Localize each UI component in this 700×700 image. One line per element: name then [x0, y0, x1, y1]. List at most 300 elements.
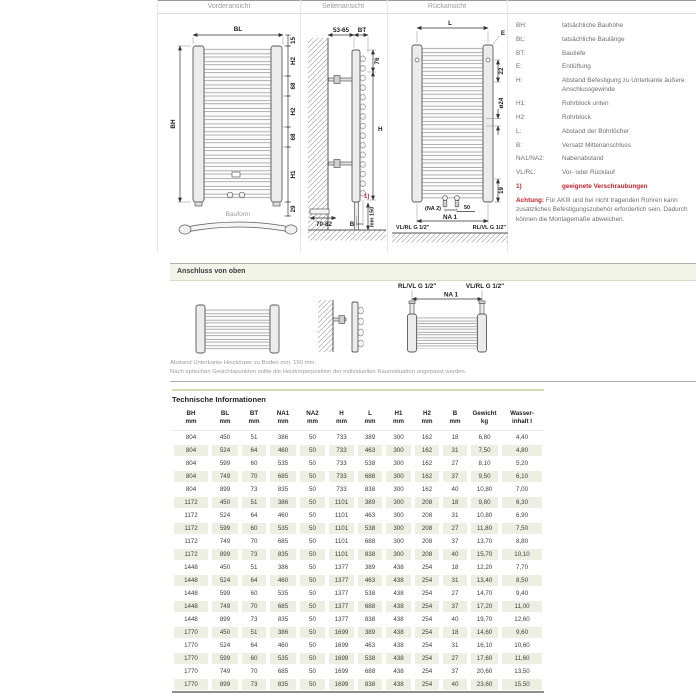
- table-row: [172, 548, 544, 561]
- table-cell: 749: [210, 665, 240, 678]
- table-cell: 4,80: [500, 444, 544, 457]
- table-cell: 50: [298, 444, 327, 457]
- table-cell: 162: [413, 457, 441, 470]
- table-cell: 50: [298, 639, 327, 652]
- footnotes: [170, 359, 466, 378]
- table-cell: 300: [384, 496, 413, 509]
- table-cell: 438: [384, 561, 413, 574]
- table-cell: 1770: [172, 652, 210, 665]
- technical-data-table: [172, 409, 544, 693]
- table-row: [172, 665, 544, 678]
- table-cell: 460: [268, 509, 298, 522]
- accent-line: [172, 389, 544, 391]
- table-cell: 1448: [172, 587, 210, 600]
- table-cell: 438: [384, 652, 413, 665]
- table-cell: 254: [413, 613, 441, 626]
- table-cell: 7,50: [500, 522, 544, 535]
- table-cell: 1699: [327, 626, 356, 639]
- dim-na1: NA 1: [442, 214, 458, 221]
- table-row: [172, 470, 544, 483]
- table-cell: 60: [240, 587, 268, 600]
- table-cell: 162: [413, 444, 441, 457]
- table-cell: 835: [268, 483, 298, 496]
- table-cell: 50: [298, 587, 327, 600]
- table-cell: 460: [268, 444, 298, 457]
- table-cell: 1377: [327, 574, 356, 587]
- table-cell: 162: [413, 431, 441, 444]
- dim-68: 68: [290, 82, 297, 90]
- table-cell: 438: [384, 587, 413, 600]
- legend-definition: Rohrblock: [562, 113, 591, 121]
- table-cell: 535: [268, 522, 298, 535]
- table-cell: 60: [240, 522, 268, 535]
- table-row: [172, 522, 544, 535]
- table-cell: 463: [356, 574, 384, 587]
- table-cell: 1699: [327, 665, 356, 678]
- table-cell: 438: [384, 613, 413, 626]
- table-cell: 599: [210, 652, 240, 665]
- table-cell: 688: [356, 665, 384, 678]
- table-cell: 1101: [327, 522, 356, 535]
- table-cell: 17,20: [469, 600, 500, 613]
- table-cell: 10,80: [469, 509, 500, 522]
- table-cell: 73: [240, 483, 268, 496]
- table-cell: 599: [210, 587, 240, 600]
- table-cell: 389: [356, 496, 384, 509]
- column-divider: [157, 0, 158, 252]
- table-cell: 450: [210, 626, 240, 639]
- table-cell: 18: [441, 561, 469, 574]
- table-cell: 6,10: [500, 470, 544, 483]
- table-cell: 685: [268, 470, 298, 483]
- column-header: H mm: [327, 409, 356, 431]
- table-cell: 460: [268, 639, 298, 652]
- table-cell: 37: [441, 535, 469, 548]
- legend-term: 1): [516, 182, 522, 190]
- table-cell: 50: [298, 561, 327, 574]
- table-cell: 733: [327, 470, 356, 483]
- legend-definition: Abstand der Bohrlöcher: [562, 127, 630, 135]
- table-cell: 1377: [327, 561, 356, 574]
- table-cell: 1448: [172, 613, 210, 626]
- legend-term: BH:: [516, 22, 527, 29]
- table-cell: 838: [356, 613, 384, 626]
- table-cell: 60: [240, 652, 268, 665]
- table-cell: 1377: [327, 600, 356, 613]
- table-row: [172, 587, 544, 600]
- table-cell: 300: [384, 548, 413, 561]
- legend-term: NA1/NA2:: [516, 155, 545, 163]
- table-cell: 50: [298, 613, 327, 626]
- legend-term: H2:: [516, 113, 526, 121]
- table-cell: 899: [210, 613, 240, 626]
- table-cell: 804: [172, 444, 210, 457]
- section-divider: [170, 381, 696, 382]
- table-cell: 15,50: [500, 678, 544, 691]
- table-cell: 300: [384, 509, 413, 522]
- table-cell: 5,20: [500, 457, 544, 470]
- dim-22: 22: [498, 67, 505, 75]
- table-header-row: [172, 409, 544, 431]
- table-row: [172, 574, 544, 587]
- legend-item: [516, 35, 699, 44]
- column-header: L mm: [356, 409, 384, 431]
- table-cell: 254: [413, 561, 441, 574]
- table-cell: 389: [356, 431, 384, 444]
- connection-side-drawing: [318, 298, 370, 356]
- dim-h1: H1: [290, 170, 297, 179]
- table-cell: 50: [298, 665, 327, 678]
- table-cell: 4,40: [500, 431, 544, 444]
- table-cell: 73: [240, 613, 268, 626]
- front-dim-chain: [282, 35, 297, 216]
- table-cell: 300: [384, 470, 413, 483]
- table-cell: 31: [441, 574, 469, 587]
- table-cell: 208: [413, 535, 441, 548]
- legend-item: [516, 113, 699, 122]
- legend-term: VL/RL:: [516, 169, 536, 177]
- column-header: BL mm: [210, 409, 240, 431]
- table-cell: 838: [356, 678, 384, 691]
- table-cell: 40: [441, 548, 469, 561]
- legend-term: BL:: [516, 35, 526, 43]
- rear-view-title: Rückansicht: [427, 3, 467, 10]
- table-row: [172, 626, 544, 639]
- table-cell: 50: [298, 457, 327, 470]
- table-cell: 60: [240, 457, 268, 470]
- table-cell: 12,20: [469, 561, 500, 574]
- table-cell: 50: [298, 522, 327, 535]
- table-cell: 10,80: [469, 483, 500, 496]
- legend-definition: Vor- oder Rücklauf: [562, 169, 615, 177]
- table-cell: 524: [210, 639, 240, 652]
- table-row: [172, 561, 544, 574]
- bauform-curve: [179, 222, 297, 234]
- column-header: Gewicht kg: [469, 409, 500, 431]
- table-cell: 300: [384, 457, 413, 470]
- table-cell: 254: [413, 574, 441, 587]
- table-cell: 50: [298, 626, 327, 639]
- table-cell: 40: [441, 613, 469, 626]
- table-cell: 18: [441, 626, 469, 639]
- footnote-line: Abstand Unterkante Heizkörper zu Boden min. 150 mm.: [170, 360, 317, 366]
- column-divider: [300, 0, 301, 252]
- table-cell: 460: [268, 574, 298, 587]
- front-view-drawing: [160, 14, 300, 254]
- table-cell: 208: [413, 522, 441, 535]
- table-cell: 11,00: [500, 600, 544, 613]
- table-cell: 835: [268, 678, 298, 691]
- table-cell: 50: [298, 535, 327, 548]
- table-cell: 11,60: [500, 652, 544, 665]
- legend-definition: Versatz Mittenanschluss: [562, 141, 631, 149]
- legend-term: H1:: [516, 100, 526, 108]
- table-cell: 1448: [172, 574, 210, 587]
- table-cell: 1172: [172, 548, 210, 561]
- table-cell: 64: [240, 444, 268, 457]
- column-header: BH mm: [172, 409, 210, 431]
- table-cell: 300: [384, 522, 413, 535]
- legend-definition: Nabenabstand: [562, 155, 604, 163]
- table-cell: 899: [210, 678, 240, 691]
- table-cell: 804: [172, 431, 210, 444]
- dim-l: L: [448, 20, 452, 27]
- table-cell: 389: [356, 561, 384, 574]
- table-cell: 1172: [172, 509, 210, 522]
- table-cell: 804: [172, 483, 210, 496]
- table-cell: 7,70: [500, 561, 544, 574]
- table-cell: 70: [240, 600, 268, 613]
- legend-term: L:: [516, 127, 522, 135]
- dim-76: 76: [374, 57, 381, 65]
- dim-68: 68: [290, 133, 297, 141]
- table-row: [172, 444, 544, 457]
- dim-24: ø24: [498, 97, 505, 109]
- radiator-rear-body: [412, 45, 493, 207]
- wall-hatch: [308, 38, 328, 230]
- table-cell: 300: [384, 535, 413, 548]
- dim-50: 50: [463, 205, 471, 211]
- table-cell: 535: [268, 457, 298, 470]
- table-cell: 463: [356, 639, 384, 652]
- legend-list: [516, 21, 699, 191]
- table-cell: 1770: [172, 678, 210, 691]
- dim-bt: BT: [357, 27, 367, 34]
- table-cell: 8,10: [469, 457, 500, 470]
- table-row: [172, 535, 544, 548]
- table-cell: 1770: [172, 626, 210, 639]
- legend: [516, 21, 699, 224]
- column-header: Wasser- inhalt l: [500, 409, 544, 431]
- connection-front-drawing: [190, 300, 285, 356]
- table-cell: 685: [268, 535, 298, 548]
- dim-53-65: 53-65: [332, 27, 350, 34]
- table-row: [172, 431, 544, 444]
- dim-min-150: min 150: [369, 206, 376, 228]
- table-cell: 50: [298, 678, 327, 691]
- table-cell: 70: [240, 665, 268, 678]
- table-cell: 11,80: [469, 522, 500, 535]
- table-cell: 6,30: [500, 496, 544, 509]
- table-cell: 538: [356, 457, 384, 470]
- table-cell: 40: [441, 678, 469, 691]
- table-row: [172, 457, 544, 470]
- table-cell: 804: [172, 470, 210, 483]
- dim-h: H: [378, 126, 383, 133]
- table-cell: 51: [240, 561, 268, 574]
- table-cell: 13,50: [500, 665, 544, 678]
- column-header: H2 mm: [413, 409, 441, 431]
- table-cell: 450: [210, 431, 240, 444]
- table-cell: 37: [441, 600, 469, 613]
- table-cell: 208: [413, 548, 441, 561]
- legend-definition: Rohrblock unten: [562, 100, 609, 108]
- table-cell: 51: [240, 496, 268, 509]
- table-cell: 254: [413, 587, 441, 600]
- column-header: H1 mm: [384, 409, 413, 431]
- legend-item: [516, 62, 699, 71]
- table-cell: 8,80: [500, 535, 544, 548]
- table-cell: 1101: [327, 509, 356, 522]
- table-cell: 64: [240, 509, 268, 522]
- legend-item: [516, 168, 699, 177]
- table-cell: 254: [413, 639, 441, 652]
- table-cell: 688: [356, 600, 384, 613]
- table-cell: 438: [384, 574, 413, 587]
- table-cell: 64: [240, 639, 268, 652]
- table-row: [172, 509, 544, 522]
- table-cell: 1101: [327, 548, 356, 561]
- table-cell: 438: [384, 639, 413, 652]
- table-cell: 37: [441, 470, 469, 483]
- table-cell: 1172: [172, 496, 210, 509]
- table-cell: 538: [356, 587, 384, 600]
- table-cell: 386: [268, 626, 298, 639]
- legend-item: [516, 182, 699, 191]
- connection-label-vlrl: VL/RL G 1/2": [396, 225, 430, 231]
- table-cell: 685: [268, 665, 298, 678]
- table-cell: 438: [384, 678, 413, 691]
- table-cell: 31: [441, 639, 469, 652]
- table-row: [172, 613, 544, 626]
- column-header: NA2 mm: [298, 409, 327, 431]
- dim-29: 29: [290, 205, 297, 213]
- side-view-drawing: [302, 14, 388, 254]
- table-cell: 50: [298, 483, 327, 496]
- table-cell: 1101: [327, 496, 356, 509]
- table-cell: 50: [298, 509, 327, 522]
- table-cell: 300: [384, 431, 413, 444]
- dim-h2: H2: [290, 107, 297, 116]
- table-cell: 1377: [327, 587, 356, 600]
- table-cell: 438: [384, 600, 413, 613]
- table-cell: 20,60: [469, 665, 500, 678]
- table-cell: 17,60: [469, 652, 500, 665]
- table-cell: 538: [356, 522, 384, 535]
- legend-definition: tatsächliche Baulänge: [562, 35, 625, 43]
- table-cell: 50: [298, 574, 327, 587]
- table-cell: 73: [240, 548, 268, 561]
- table-cell: 70: [240, 535, 268, 548]
- table-cell: 7,00: [500, 483, 544, 496]
- table-cell: 15,70: [469, 548, 500, 561]
- table-cell: 27: [441, 587, 469, 600]
- table-cell: 51: [240, 626, 268, 639]
- table-cell: 50: [298, 548, 327, 561]
- table-cell: 31: [441, 509, 469, 522]
- top-rule: [157, 0, 696, 1]
- dim-15: 15: [290, 36, 297, 45]
- table-cell: 9,80: [469, 496, 500, 509]
- table-cell: 463: [356, 444, 384, 457]
- table-cell: 733: [327, 444, 356, 457]
- legend-term: H:: [516, 77, 523, 85]
- table-body: [172, 431, 544, 691]
- table-cell: 7,50: [469, 444, 500, 457]
- warning-label: Achtung:: [516, 196, 545, 204]
- table-cell: 50: [298, 431, 327, 444]
- table-cell: 1377: [327, 613, 356, 626]
- table-cell: 14,70: [469, 587, 500, 600]
- table-cell: 386: [268, 561, 298, 574]
- table-cell: 838: [356, 548, 384, 561]
- table-cell: 37: [441, 665, 469, 678]
- table-cell: 389: [356, 626, 384, 639]
- table-cell: 254: [413, 665, 441, 678]
- legend-definition: Entlüftung: [562, 63, 591, 71]
- table-cell: 1770: [172, 665, 210, 678]
- legend-item: [516, 127, 699, 136]
- table-cell: 8,50: [500, 574, 544, 587]
- table-cell: 23,60: [469, 678, 500, 691]
- table-cell: 10,10: [500, 548, 544, 561]
- table-cell: 1699: [327, 678, 356, 691]
- floor-hatch: [392, 233, 508, 243]
- table-cell: 162: [413, 483, 441, 496]
- table-cell: 524: [210, 574, 240, 587]
- table-cell: 12,60: [500, 613, 544, 626]
- table-row: [172, 652, 544, 665]
- dim-bh: BH: [170, 119, 177, 129]
- table-cell: 1172: [172, 535, 210, 548]
- table-cell: 899: [210, 548, 240, 561]
- table-cell: 50: [298, 496, 327, 509]
- dim-na1: NA 1: [443, 291, 459, 299]
- table-cell: 535: [268, 587, 298, 600]
- table-cell: 208: [413, 509, 441, 522]
- column-header: B mm: [441, 409, 469, 431]
- table-cell: 254: [413, 626, 441, 639]
- section-header-anschluss: Anschluss von oben: [170, 263, 696, 281]
- table-cell: 899: [210, 483, 240, 496]
- technical-info-section: [172, 389, 544, 693]
- table-cell: 733: [327, 431, 356, 444]
- table-cell: 1448: [172, 561, 210, 574]
- table-cell: 535: [268, 652, 298, 665]
- table-cell: 10,60: [500, 639, 544, 652]
- table-cell: 300: [384, 444, 413, 457]
- legend-term: E:: [516, 63, 523, 71]
- table-row: [172, 600, 544, 613]
- table-cell: 254: [413, 678, 441, 691]
- connection-label-rlvl: RL/VL G 1/2": [398, 283, 437, 290]
- table-cell: 50: [298, 652, 327, 665]
- table-cell: 18: [441, 431, 469, 444]
- table-cell: 6,90: [500, 509, 544, 522]
- table-row: [172, 496, 544, 509]
- table-cell: 749: [210, 535, 240, 548]
- legend-item: [516, 76, 699, 95]
- table-cell: 16,10: [469, 639, 500, 652]
- table-cell: 9,50: [469, 470, 500, 483]
- table-cell: 27: [441, 457, 469, 470]
- rear-view-drawing: [390, 14, 510, 254]
- table-cell: 300: [384, 483, 413, 496]
- table-cell: 50: [298, 600, 327, 613]
- table-cell: 1699: [327, 652, 356, 665]
- table-cell: 599: [210, 522, 240, 535]
- table-cell: 1101: [327, 535, 356, 548]
- table-cell: 254: [413, 652, 441, 665]
- table-cell: 524: [210, 444, 240, 457]
- bauform-label: Bauform: [225, 211, 251, 218]
- dim-19: 19: [498, 186, 505, 195]
- table-cell: 51: [240, 431, 268, 444]
- table-cell: 438: [384, 626, 413, 639]
- footnote-1-marker: 1): [364, 194, 370, 200]
- table-cell: 27: [441, 652, 469, 665]
- table-cell: 18: [441, 496, 469, 509]
